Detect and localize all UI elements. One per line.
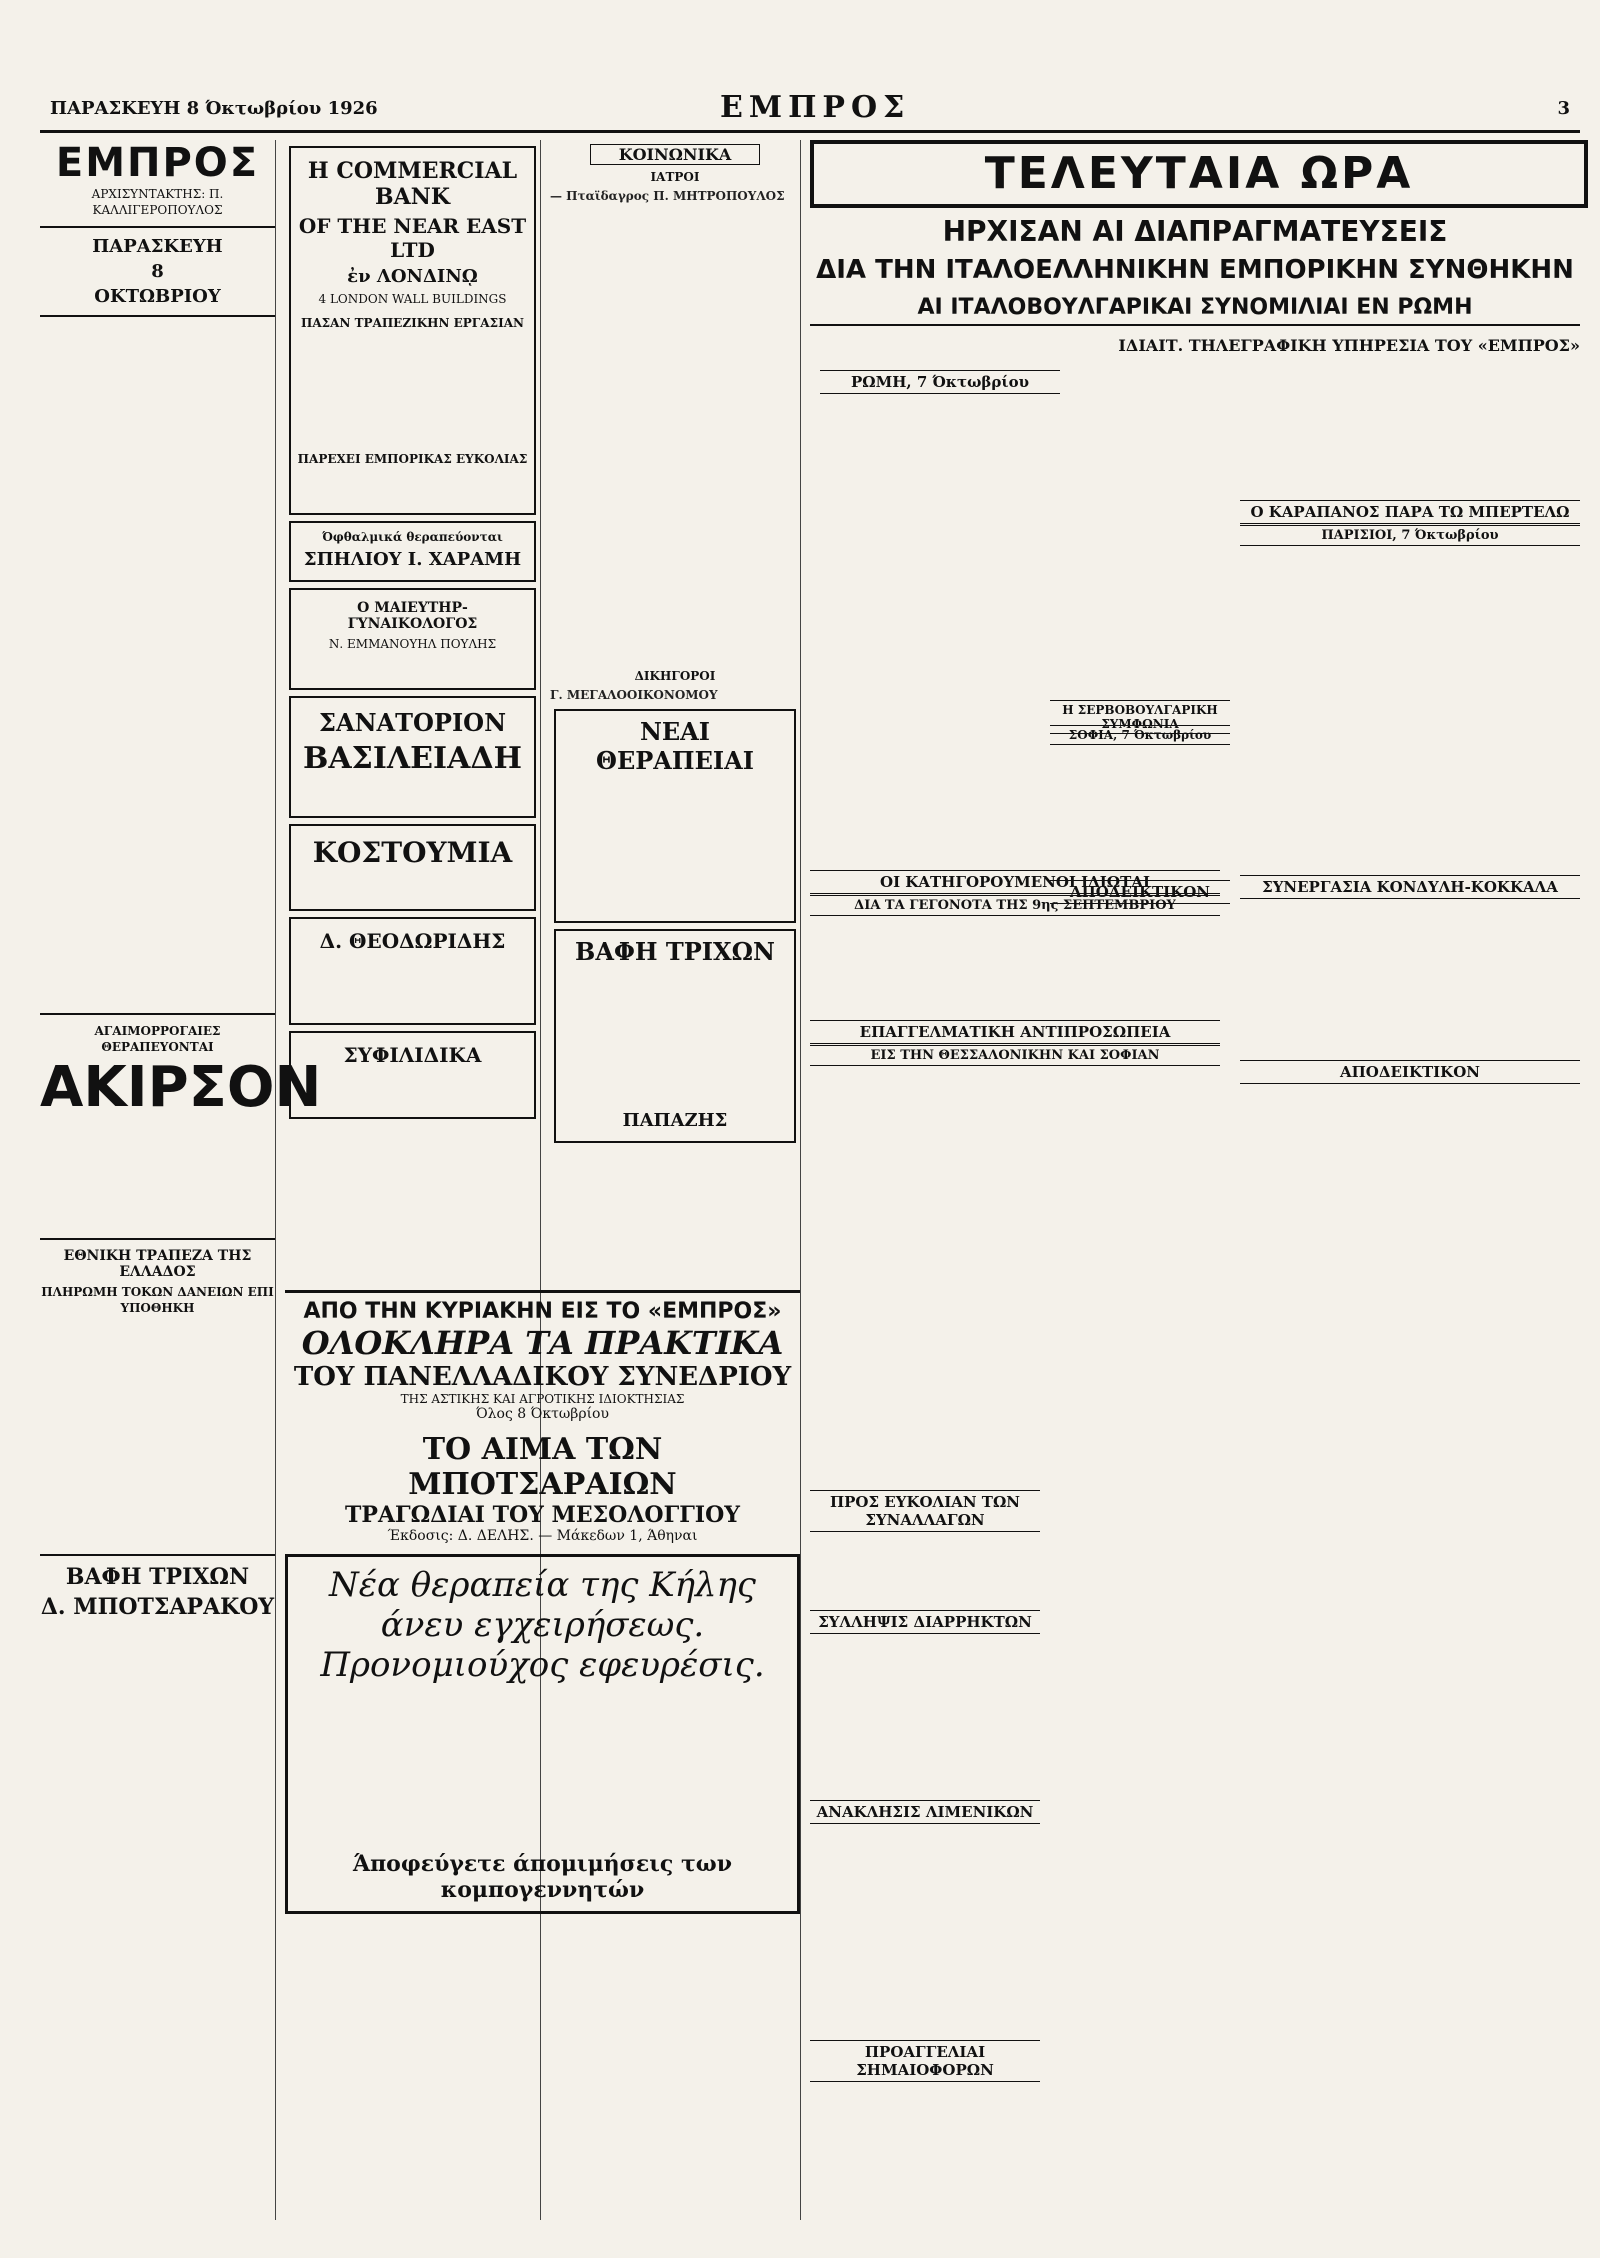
bank-ad <box>289 146 536 515</box>
gyn-ad-name: Ν. ΕΜΜΑΝΟΥΗΛ ΠΟΥΛΗΣ <box>328 637 497 651</box>
serbobulg-heading: Η ΣΕΡΒΟΒΟΥΛΓΑΡΙΚΗ ΣΥΜΦΩΝΙΑ <box>1050 700 1230 734</box>
supplement-line3: ΤΟΥ ΠΑΝΕΛΛΑΔΙΚΟΥ ΣΥΝΕΔΡΙΟΥ <box>293 1362 792 1392</box>
editor-line: ΑΡΧΙΣΥΝΤΑΚΤΗΣ: Π. ΚΑΛΛΙΓΕΡΟΠΟΥΛΟΣ <box>91 187 224 217</box>
bank-ad-line5: ΠΑΣΑΝ ΤΡΑΠΕΖΙΚΗΝ ΕΡΓΑΣΙΑΝ <box>301 316 524 330</box>
tax-heading: ΠΡΟΑΓΓΕΛΙΑΙ ΣΗΜΑΙΟΦΟΡΩΝ <box>810 2040 1040 2082</box>
social-body <box>550 208 800 668</box>
prof-heading: ΕΠΑΓΓΕΛΜΑΤΙΚΗ ΑΝΤΙΠΡΟΣΩΠΕΙΑ <box>810 1020 1220 1044</box>
masthead <box>40 90 1580 133</box>
eye-ad-name: ΣΠΗΛΙΟΥ Ι. ΧΑΡΑΜΗ <box>303 549 522 570</box>
gyn-ad-body <box>297 652 528 682</box>
divider <box>40 226 275 228</box>
doctor-body <box>297 957 528 1017</box>
doctor-entry: — Πταϊδαγρος Π. ΜΗΤΡΟΠΟΥΛΟΣ <box>550 189 785 203</box>
issue-day: ΠΑΡΑΣΚΕΥΗ <box>92 236 223 257</box>
ad-akirson: ΑΚΙΡΣΟΝ <box>40 1055 322 1120</box>
bank-ad-line6: ΠΑΡΕΧΕΙ ΕΜΠΟΡΙΚΑΣ ΕΥΚΟΛΙΑΣ <box>297 452 528 466</box>
lead-headline-1: ΗΡΧΙΣΑΝ ΑΙ ΔΙΑΠΡΑΓΜΑΤΕΥΣΕΙΣ <box>942 215 1448 248</box>
bank-ad-footer <box>297 467 528 507</box>
supplement-line1: ΑΠΟ ΤΗΝ ΚΥΡΙΑΚΗΝ ΕΙΣ ΤΟ «ΕΜΠΡΟΣ» <box>303 1299 782 1324</box>
bank-heading: ΕΘΝΙΚΗ ΤΡΑΠΕΖΑ ΤΗΣ ΕΛΛΑΔΟΣ <box>63 1248 252 1280</box>
new-cures-body <box>562 775 788 915</box>
accused-heading: ΟΙ ΚΑΤΗΓΟΡΟΥΜΕΝΟΙ ΙΔΙΩΤΑΙ <box>810 870 1220 894</box>
issue-date: 8 <box>151 261 164 282</box>
page-number: 3 <box>1557 98 1570 119</box>
rome-dateline: ΡΩΜΗ, 7 Όκτωβρίου <box>820 370 1060 394</box>
bank-ad-line3: ἐν ΛΟΝΔΙΝῼ <box>347 266 478 287</box>
doctors-heading: ΙΑΤΡΟΙ <box>650 170 700 184</box>
syphilis-title: ΣΥΦΙΛΙΔΙΚΑ <box>343 1043 482 1067</box>
last-hour-banner: ΤΕΛΕΥΤΑΙΑ ΩΡΑ <box>810 140 1588 208</box>
new-cures-title: ΝΕΑΙ ΘΕΡΑΠΕΙΑΙ <box>596 717 754 775</box>
ease-heading: ΠΡΟΣ ΕΥΚΟΛΙΑΝ ΤΩΝ ΣΥΝΑΛΛΑΓΩΝ <box>810 1490 1040 1532</box>
new-cures-ad <box>554 709 796 923</box>
divider <box>40 1554 275 1556</box>
supplement-line7: ΤΡΑΓΩΔΙΑΙ ΤΟΥ ΜΕΣΟΛΟΓΓΙΟΥ <box>345 1502 740 1528</box>
paper-logo: ΕΜΠΡΟΣ <box>55 140 260 186</box>
hernia-line3: Προνομιούχος εφευρέσις. <box>320 1645 765 1685</box>
bank-ad-body <box>297 331 528 451</box>
suits-ad <box>289 824 536 911</box>
accused-subheading: ΔΙΑ ΤΑ ΓΕΓΟΝΟΤΑ ΤΗΣ 9ης ΣΕΠΤΕΜΒΡΙΟΥ <box>810 895 1220 916</box>
sanatorium-body <box>297 780 528 810</box>
divider <box>40 315 275 317</box>
sanatorium-title: ΣΑΝΑΤΟΡΙΟΝ <box>318 708 507 737</box>
hair-dye-title: ΒΑΦΗ ΤΡΙΧΩΝ <box>575 937 775 966</box>
hernia-body <box>296 1685 789 1845</box>
notice2-heading: ΑΠΟΔΕΙΚΤΙΚΟΝ <box>1240 1060 1580 1084</box>
column-1 <box>40 140 322 2220</box>
prof-subheading: ΕΙΣ ΤΗΝ ΘΕΣΣΑΛΟΝΙΚΗΝ ΚΑΙ ΣΟΦΙΑΝ <box>810 1045 1220 1066</box>
sunday-supplement <box>285 1290 800 1914</box>
sanatorium-ad <box>289 696 536 818</box>
ad-heading: ΑΓΑΙΜΟΡΡΟΓΑΙΕΣ ΘΕΡΑΠΕΥΟΝΤΑΙ <box>94 1024 221 1054</box>
suits-body <box>297 873 528 903</box>
gyn-ad <box>289 588 536 690</box>
harbor-heading: ΑΝΑΚΛΗΣΙΣ ΛΙΜΕΝΙΚΩΝ <box>810 1800 1040 1824</box>
bank-ad-line2: OF THE NEAR EAST LTD <box>298 214 527 262</box>
dye-name: Δ. ΜΠΟΤΣΑΡΑΚΟΥ <box>40 1594 275 1620</box>
divider <box>40 1013 275 1015</box>
hernia-line1: Νέα θεραπεία της Κήλης <box>329 1565 756 1605</box>
eye-ad-title: Όφθαλμικά θεραπεύονται <box>322 530 503 544</box>
hernia-line2: άνευ εγχειρήσεως. <box>380 1605 705 1645</box>
lead-headline-2: ΔΙΑ ΤΗΝ ΙΤΑΛΟΕΛΛΗΝΙΚΗΝ ΕΜΠΟΡΙΚΗΝ ΣΥΝΘΗΚΗΝ <box>816 255 1574 285</box>
hernia-line4: Άποφεύγετε άπομιμήσεις των κομπογεννητών <box>353 1851 732 1903</box>
pharmacy-name: ΠΑΠΑΖΗΣ <box>622 1110 728 1131</box>
hair-dye-body <box>562 966 788 1106</box>
suits-title: ΚΟΣΤΟΥΜΙΑ <box>312 836 513 869</box>
bank-ad-line1: Η COMMERCIAL BANK <box>307 158 518 210</box>
syphilis-body <box>297 1071 528 1111</box>
kondyli-heading: ΣΥΝΕΡΓΑΣΙΑ ΚΟΝΔΥΛΗ-ΚΟΚΚΑΛΑ <box>1240 875 1580 899</box>
lead-headline-3: ΑΙ ΙΤΑΛΟΒΟΥΛΓΑΡΙΚΑΙ ΣΥΝΟΜΙΛΙΑΙ ΕΝ ΡΩΜΗ <box>810 295 1580 326</box>
syphilis-ad <box>289 1031 536 1119</box>
doctor-ad <box>289 917 536 1025</box>
eye-ad <box>289 521 536 582</box>
lawyer-entry: Γ. ΜΕΓΑΛΟΟΙΚΟΝΟΜΟΥ <box>550 688 718 702</box>
divider <box>40 1238 275 1240</box>
dye-heading: ΒΑΦΗ ΤΡΙΧΩΝ <box>65 1564 250 1590</box>
issue-month: ΟΚΤΩΒΡΙΟΥ <box>94 286 221 307</box>
supplement-line2: ΟΛΟΚΛΗΡΑ ΤΑ ΠΡΑΚΤΙΚΑ <box>301 1324 784 1362</box>
doctor-name: Δ. ΘΕΟΔΩΡΙΔΗΣ <box>319 929 506 953</box>
hernia-ad <box>285 1554 800 1914</box>
masthead-title: ΕΜΠΡΟΣ <box>720 90 911 125</box>
sanatorium-name: ΒΑΣΙΛΕΙΑΔΗ <box>303 741 522 776</box>
lead-headline-4: ΙΔΙΑΙΤ. ΤΗΛΕΓΡΑΦΙΚΗ ΥΠΗΡΕΣΙΑ ΤΟΥ «ΕΜΠΡΟΣ» <box>1118 336 1580 355</box>
lawyers-heading: ΔΙΚΗΓΟΡΟΙ <box>634 669 716 683</box>
social-heading: ΚΟΙΝΩΝΙΚΑ <box>590 144 760 165</box>
supplement-line4: ΤΗΣ ΑΣΤΙΚΗΣ ΚΑΙ ΑΓΡΟΤΙΚΗΣ ΙΔΙΟΚΤΗΣΙΑΣ <box>400 1392 685 1406</box>
gyn-ad-title: Ο ΜΑΙΕΥΤΗΡ-ΓΥΝΑΙΚΟΛΟΓΟΣ <box>347 600 478 632</box>
ad-body <box>40 1120 275 1230</box>
sofia-dateline: ΣΟΦΙΑ, 7 Όκτωβρίου <box>1050 725 1230 745</box>
supplement-line5: Όλος 8 Όκτωβρίου <box>475 1406 609 1422</box>
bank-subheading: ΠΛΗΡΩΜΗ ΤΟΚΩΝ ΔΑΝΕΙΩΝ ΕΠΙ ΥΠΟΘΗΚΗ <box>41 1285 274 1315</box>
hair-dye-ad <box>554 929 796 1143</box>
supplement-line6: ΤΟ ΑΙΜΑ ΤΩΝ ΜΠΟΤΣΑΡΑΙΩΝ <box>408 1432 677 1502</box>
bank-ad-line4: 4 LONDON WALL BUILDINGS <box>318 292 507 306</box>
editorial-body <box>40 325 275 1005</box>
supplement-line8: Έκδοσις: Δ. ΔΕΛΗΣ. — Μάκεδων 1, Άθηναι <box>387 1528 698 1544</box>
notice-heading: ΑΠΟΔΕΙΚΤΙΚΟΝ <box>1050 880 1230 904</box>
masthead-date: ΠΑΡΑΣΚΕΥΗ 8 Όκτωβρίου 1926 <box>50 98 378 119</box>
paris-heading: Ο ΚΑΡΑΠΑΝΟΣ ΠΑΡΑ ΤΩ ΜΠΕΡΤΕΛΩ <box>1240 500 1580 524</box>
burglars-heading: ΣΥΛΛΗΨΙΣ ΔΙΑΡΡΗΚΤΩΝ <box>810 1610 1040 1634</box>
bank-body <box>40 1316 275 1546</box>
paris-dateline: ΠΑΡΙΣΙΟΙ, 7 Όκτωβρίου <box>1240 525 1580 546</box>
